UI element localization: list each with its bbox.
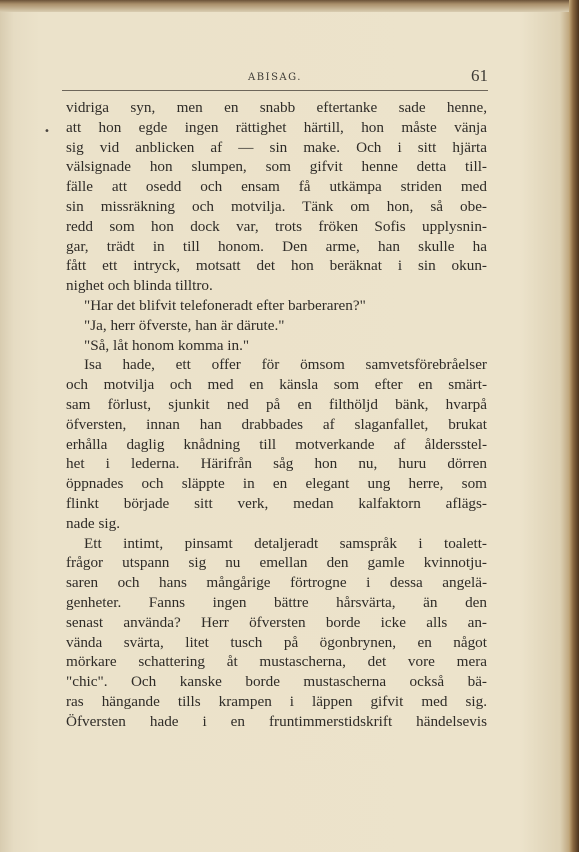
text-line: mörkare schattering åt mustascherna, det vore mera (66, 653, 487, 671)
body-text (66, 98, 487, 732)
text-line: het i lederna. Härifrån såg hon nu, huru dörren (66, 455, 487, 473)
text-line: öppnades och släppte in en elegant ung herre, som (66, 475, 487, 493)
text-line: "Så, låt honom komma in." (84, 336, 250, 354)
text-line: att hon egde ingen rättighet härtill, hon måste vänja (66, 118, 487, 136)
text-line: "Ja, herr öfverste, han är därute." (84, 316, 285, 334)
text-line: vända svärta, litet tusch på ögonbrynen, en något (66, 633, 487, 651)
text-line: Ett intimt, pinsamt detaljeradt samspråk i toalett- (84, 534, 487, 552)
text-line: senast använda? Herr öfversten borde icke alls an- (66, 613, 487, 631)
text-line: sig vid anblicken af — sin make. Och i sitt hjärta (66, 138, 487, 156)
text-line: flinkt började sitt verk, medan kalfaktorn aflägs- (66, 494, 487, 512)
text-line: frågor utspann sig nu emellan den gamle kvinnotju- (66, 554, 487, 572)
text-line: redd som hon dock var, trots fröken Sofis upplysnin- (66, 217, 487, 235)
running-head: ABISAG. (248, 72, 302, 83)
text-line: fått ett intryck, motsatt det hon beräknat i sin okun- (66, 257, 487, 275)
text-line: erhålla daglig knådning till motverkande af åldersstel- (66, 435, 487, 453)
text-line: sin missräkning och motvilja. Tänk om hon, så obe- (66, 197, 487, 215)
text-line: sam förlust, sjunkit ned på en filthöljd bänk, hvarpå (66, 395, 487, 413)
text-line: ras hängande tills krampen i läppen gifvit med sig. (66, 692, 487, 710)
book-spine-edge (569, 0, 579, 852)
text-line: Öfversten hade i en fruntimmerstidskrift händelsevis (66, 712, 487, 730)
margin-mark: • (44, 126, 50, 137)
text-line: och motvilja och med en känsla som efter en smärt- (66, 376, 487, 394)
text-line: saren och hans mångårige förtrogne i dessa angelä- (66, 574, 487, 592)
page-number: 61 (471, 66, 488, 85)
text-line: gar, trädt in till honom. Den arme, han skulle ha (66, 237, 487, 255)
text-line: nighet och blinda tilltro. (66, 277, 213, 295)
text-line: "Har det blifvit telefoneradt efter barberaren?" (84, 296, 366, 314)
text-line: Isa hade, ett offer för ömsom samvetsförebråelser (84, 356, 487, 374)
text-line: nade sig. (66, 514, 120, 532)
page-top-edge (0, 0, 579, 12)
text-line: öfversten, innan han drabbades af slaganfallet, brukat (66, 415, 487, 433)
text-line: "chic". Och kanske borde mustascherna också bä- (66, 673, 487, 691)
text-line: genheter. Fanns ingen bättre hårsvärta, än den (66, 593, 487, 611)
page-header (62, 62, 488, 91)
text-line: välsignade hon slumpen, som gifvit henne detta till- (66, 158, 487, 176)
text-line: vidriga syn, men en snabb eftertanke sade henne, (66, 99, 487, 116)
text-line: fälle att osedd och ensam få utkämpa striden med (66, 178, 487, 196)
